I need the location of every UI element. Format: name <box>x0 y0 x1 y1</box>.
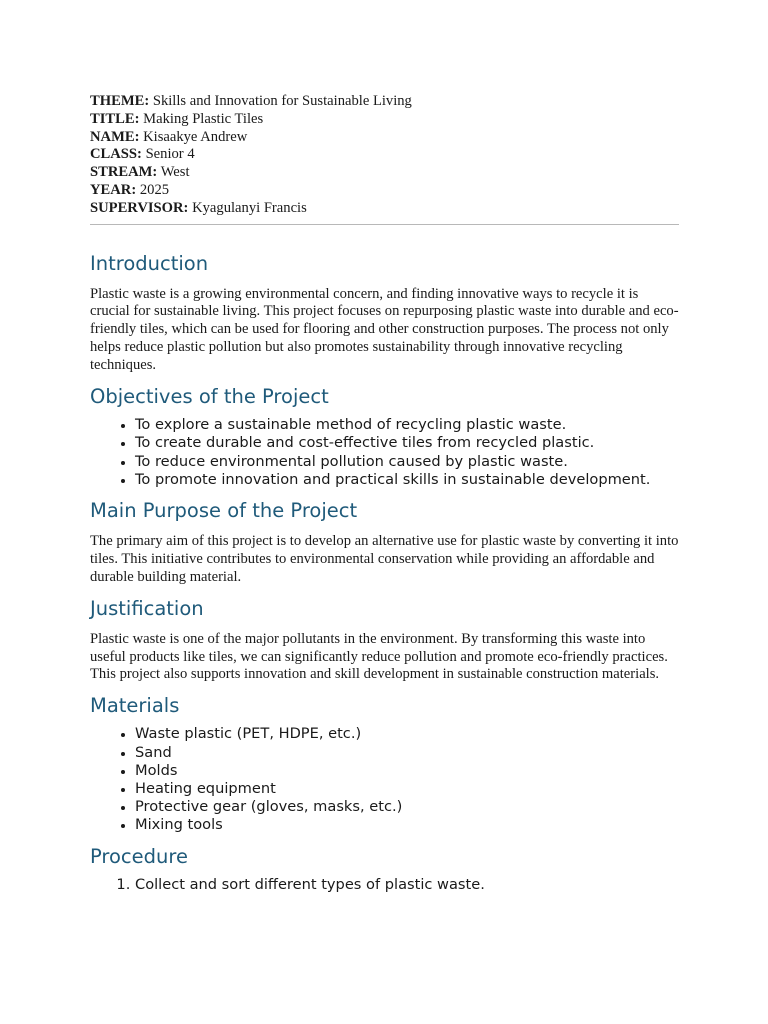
list-item: • Sand <box>135 744 679 762</box>
procedure-heading: Procedure <box>90 844 188 868</box>
purpose-text: The primary aim of this project is to develop an alternative use for plastic waste by converting it into tiles. This initiative contributes to environmental conservation while providing an affordable and durable building material. <box>90 532 679 585</box>
objectives-list <box>90 416 679 489</box>
stream-value: West <box>160 164 190 181</box>
theme-value: Skills and Innovation for Sustainable Living <box>152 93 412 109</box>
introduction-heading: Introduction <box>90 251 209 275</box>
title-line <box>90 111 679 129</box>
supervisor-label: SUPERVISOR: <box>90 199 189 216</box>
title-value: Making Plastic Tiles <box>143 110 264 127</box>
objectives-heading: Objectives of the Project <box>90 385 329 409</box>
list-item: 1. Collect and sort different types of plastic waste. <box>135 876 679 894</box>
name-value: Kisaakye Andrew <box>143 128 248 145</box>
justification-heading: Justification <box>90 596 204 620</box>
stream-line <box>90 164 679 182</box>
introduction-text: Plastic waste is a growing environmental concern, and finding innovative ways to recycle it is crucial for sustainable living. This project focuses on repurposing plastic waste into durable and eco-friendly tiles, which can be used for flooring and other construction purposes. The process not only helps reduce plastic pollution but also promotes sustainability through innovative recycling techniques. <box>90 285 679 374</box>
list-item: • Waste plastic (PET, HDPE, etc.) <box>135 725 679 743</box>
project-info-block <box>90 93 679 218</box>
list-item: • Heating equipment <box>135 780 679 798</box>
supervisor-line <box>90 200 679 218</box>
name-line <box>90 129 679 147</box>
class-label: CLASS: <box>90 146 142 163</box>
divider <box>90 224 679 225</box>
procedure-list <box>90 876 679 894</box>
list-item: • Molds <box>135 762 679 780</box>
justification-text: Plastic waste is one of the major pollutants in the environment. By transforming this waste into useful products like tiles, we can significantly reduce pollution and promote eco-friendly practices. This project also supports innovation and skill development in sustainable construction materials. <box>90 630 668 683</box>
theme-line <box>90 93 679 111</box>
name-label: NAME: <box>90 128 140 145</box>
list-item: • To create durable and cost-effective tiles from recycled plastic. <box>135 434 679 452</box>
list-item: • Protective gear (gloves, masks, etc.) <box>135 798 679 816</box>
title-label: TITLE: <box>90 110 140 127</box>
purpose-heading: Main Purpose of the Project <box>90 498 358 522</box>
list-item: • To explore a sustainable method of recycling plastic waste. <box>135 416 679 434</box>
list-item: • To reduce environmental pollution caused by plastic waste. <box>135 453 679 471</box>
materials-list <box>90 725 679 834</box>
supervisor-value: Kyagulanyi Francis <box>192 199 307 216</box>
list-item: • To promote innovation and practical skills in sustainable development. <box>135 471 679 489</box>
document-page <box>90 93 679 894</box>
class-line <box>90 146 679 164</box>
class-value: Senior 4 <box>145 146 195 163</box>
stream-label: STREAM: <box>90 164 158 181</box>
year-label: YEAR: <box>90 181 137 198</box>
year-value: 2025 <box>139 181 170 198</box>
theme-label: THEME: <box>90 93 150 109</box>
year-line <box>90 182 679 200</box>
materials-heading: Materials <box>90 694 180 718</box>
list-item: • Mixing tools <box>135 816 679 834</box>
